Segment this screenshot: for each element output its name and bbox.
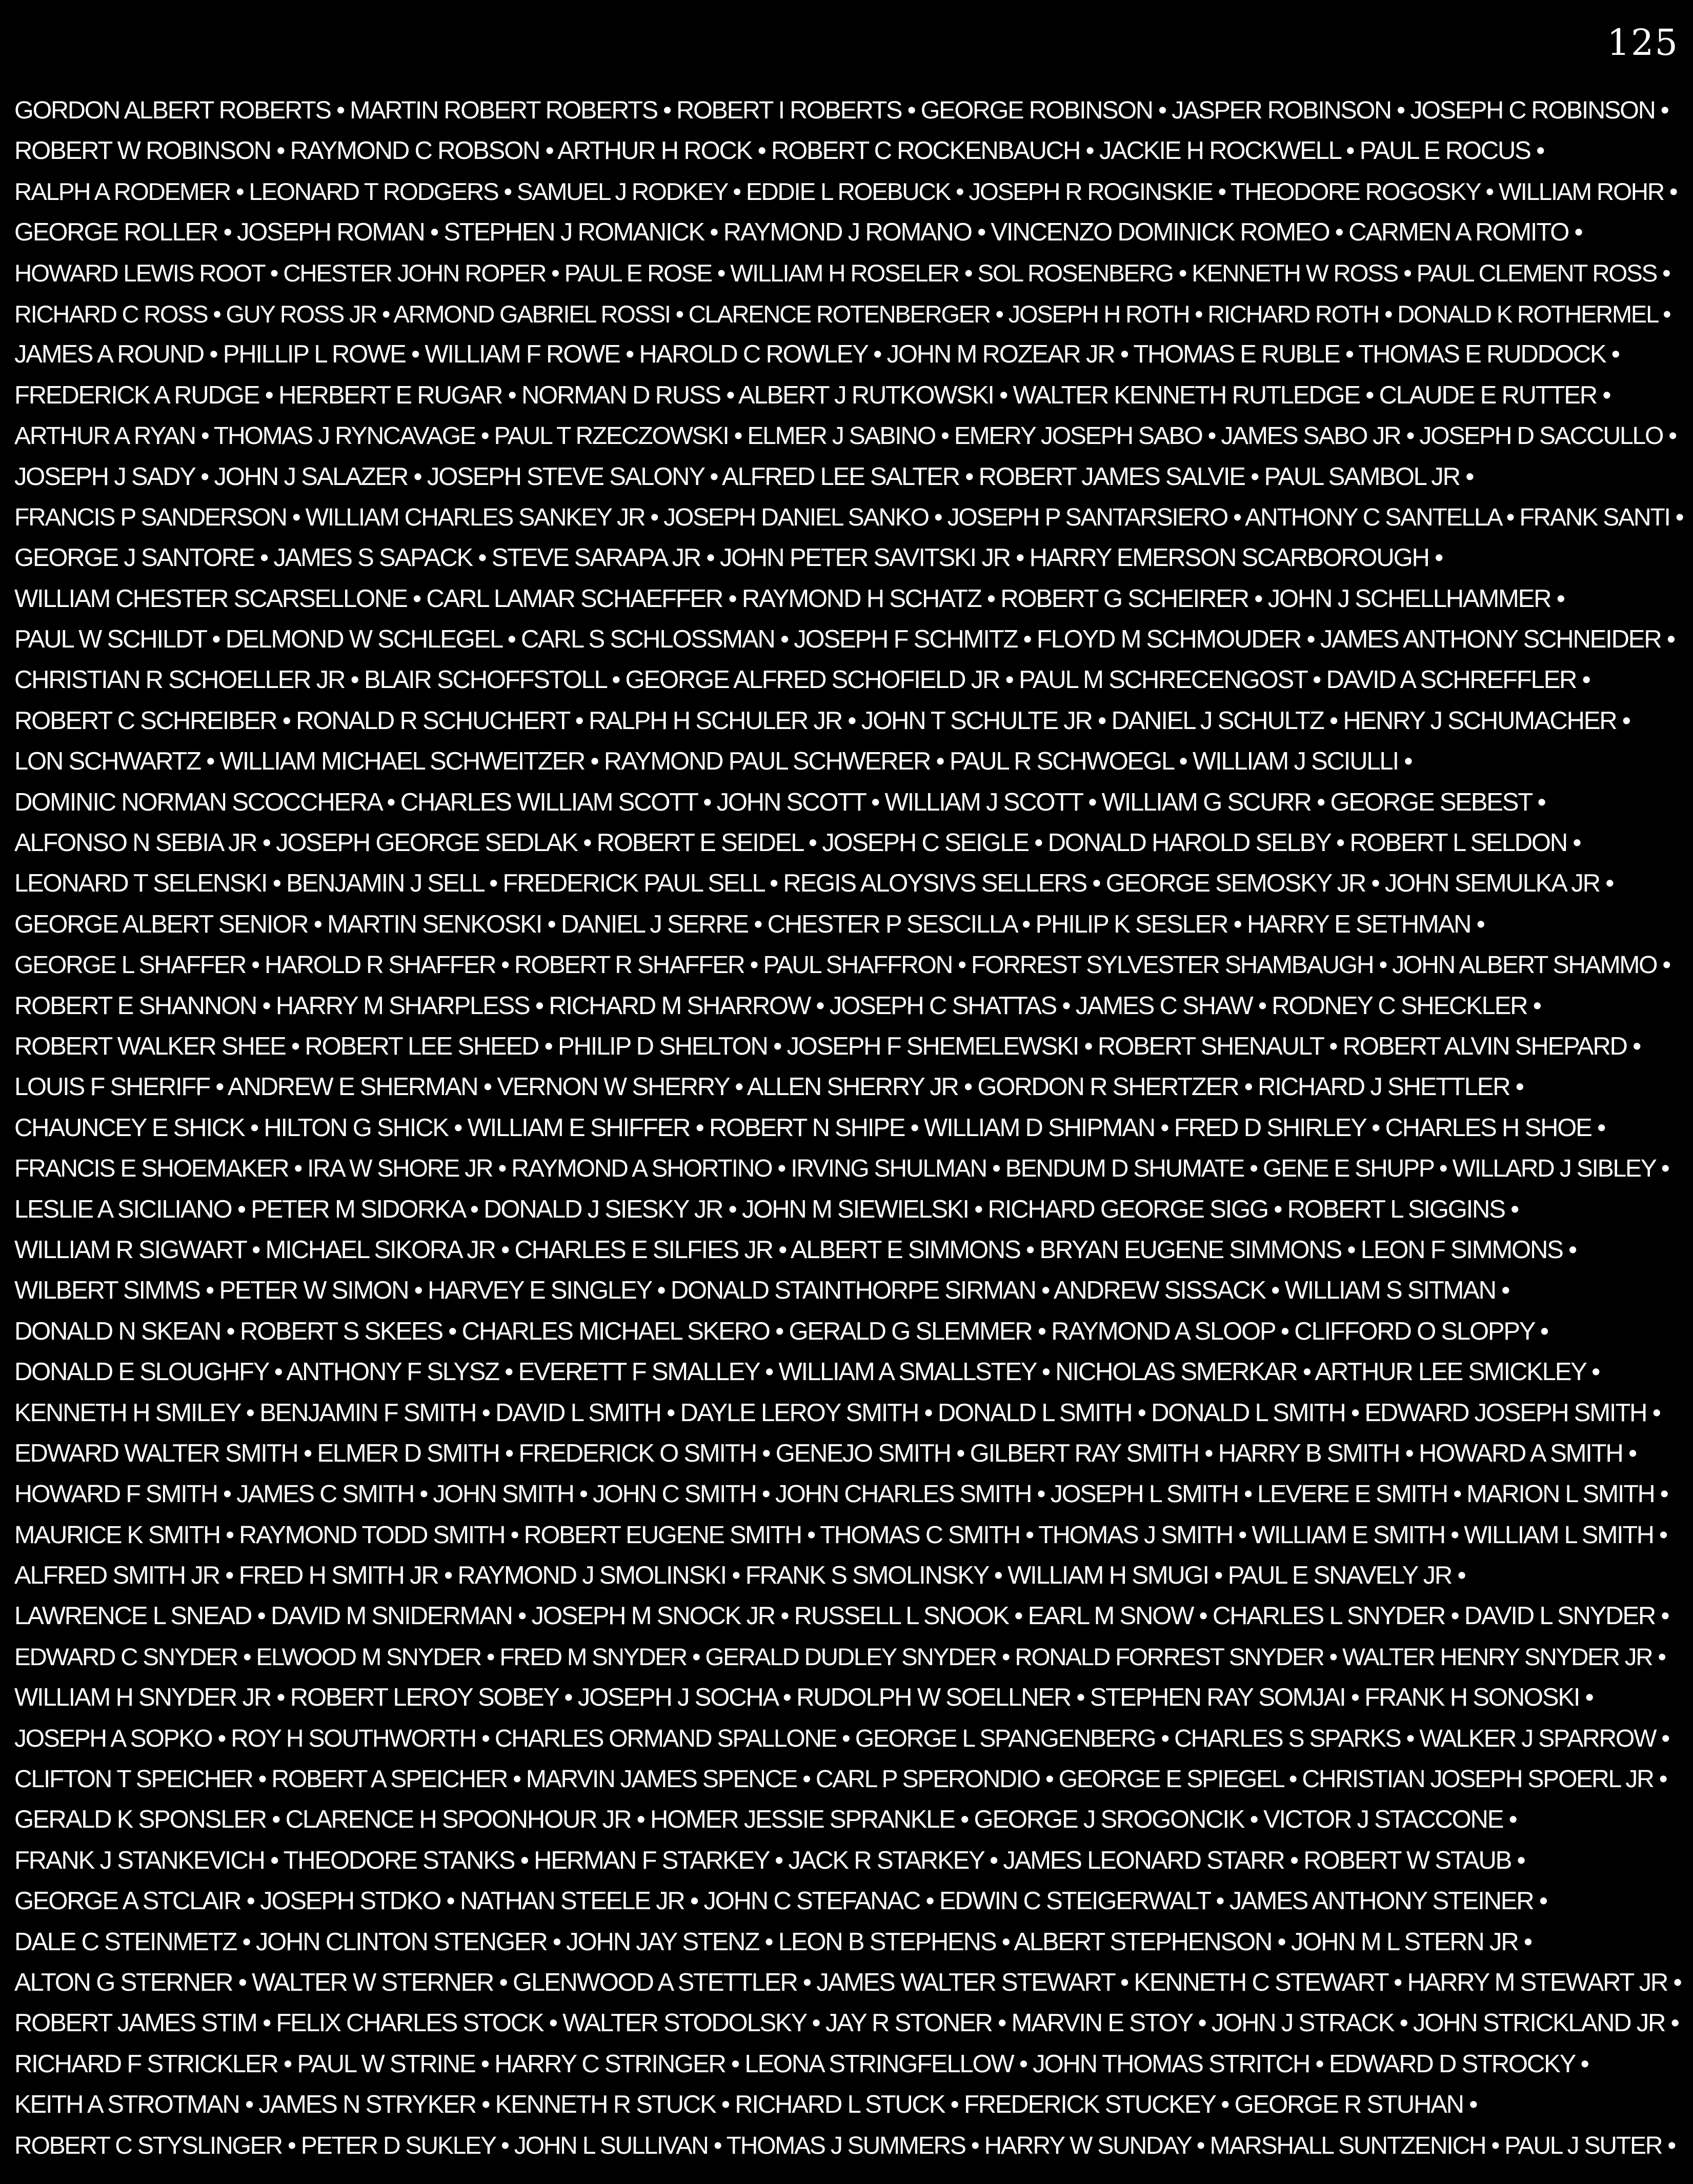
- name-line: ROBERT W ROBINSON • RAYMOND C ROBSON • ARTHUR H ROCK • ROBERT C ROCKENBAUCH • JACKIE H ROCKWELL • PAUL E ROCUS •: [14, 137, 1544, 165]
- name-line: GORDON ALBERT ROBERTS • MARTIN ROBERT ROBERTS • ROBERT I ROBERTS • GEORGE ROBINSON • JASPER ROBINSON • JOSEPH C ROBINSON •: [14, 96, 1668, 124]
- name-line: GEORGE J SANTORE • JAMES S SAPACK • STEVE SARAPA JR • JOHN PETER SAVITSKI JR • HARRY EMERSON SCARBOROUGH •: [14, 544, 1443, 572]
- name-line: ROBERT JAMES STIM • FELIX CHARLES STOCK • WALTER STODOLSKY • JAY R STONER • MARVIN E STOY • JOHN J STRACK • JOHN STRICKLAND JR •: [14, 2009, 1679, 2037]
- name-line: ROBERT C STYSLINGER • PETER D SUKLEY • JOHN L SULLIVAN • THOMAS J SUMMERS • HARRY W SUNDAY • MARSHALL SUNTZENICH • PAUL J SUTER •: [14, 2132, 1675, 2159]
- name-line: PAUL W SCHILDT • DELMOND W SCHLEGEL • CARL S SCHLOSSMAN • JOSEPH F SCHMITZ • FLOYD M SCHMOUDER • JAMES ANTHONY SCHNEIDER •: [14, 625, 1675, 654]
- name-line: DONALD E SLOUGHFY • ANTHONY F SLYSZ • EVERETT F SMALLEY • WILLIAM A SMALLSTEY • NICHOLAS SMERKAR • ARTHUR LEE SMICKLEY •: [14, 1358, 1600, 1386]
- name-line: LESLIE A SICILIANO • PETER M SIDORKA • DONALD J SIESKY JR • JOHN M SIEWIELSKI • RICHARD GEORGE SIGG • ROBERT L SIGGINS •: [14, 1195, 1519, 1223]
- name-line: MAURICE K SMITH • RAYMOND TODD SMITH • ROBERT EUGENE SMITH • THOMAS C SMITH • THOMAS J SMITH • WILLIAM E SMITH • WILLIAM L SMITH •: [14, 1521, 1667, 1549]
- name-line: WILLIAM CHESTER SCARSELLONE • CARL LAMAR SCHAEFFER • RAYMOND H SCHATZ • ROBERT G SCHEIRER • JOHN J SCHELLHAMMER •: [14, 584, 1564, 613]
- name-line: FREDERICK A RUDGE • HERBERT E RUGAR • NORMAN D RUSS • ALBERT J RUTKOWSKI • WALTER KENNETH RUTLEDGE • CLAUDE E RUTTER •: [14, 381, 1610, 409]
- name-line: ROBERT C SCHREIBER • RONALD R SCHUCHERT • RALPH H SCHULER JR • JOHN T SCHULTE JR • DANIEL J SCHULTZ • HENRY J SCHUMACHER •: [14, 706, 1630, 735]
- name-line: EDWARD C SNYDER • ELWOOD M SNYDER • FRED M SNYDER • GERALD DUDLEY SNYDER • RONALD FORREST SNYDER • WALTER HENRY SNYDER JR •: [14, 1643, 1665, 1671]
- name-line: ARTHUR A RYAN • THOMAS J RYNCAVAGE • PAUL T RZECZOWSKI • ELMER J SABINO • EMERY JOSEPH SABO • JAMES SABO JR • JOSEPH D SACCULLO •: [14, 422, 1676, 450]
- name-line: RALPH A RODEMER • LEONARD T RODGERS • SAMUEL J RODKEY • EDDIE L ROEBUCK • JOSEPH R ROGINSKIE • THEODORE ROGOSKY • WILLIAM ROHR •: [14, 178, 1677, 206]
- name-line: RICHARD C ROSS • GUY ROSS JR • ARMOND GABRIEL ROSSI • CLARENCE ROTENBERGER • JOSEPH H ROTH • RICHARD ROTH • DONALD K ROTHERMEL •: [14, 300, 1670, 328]
- name-line: KENNETH H SMILEY • BENJAMIN F SMITH • DAVID L SMITH • DAYLE LEROY SMITH • DONALD L SMITH • DONALD L SMITH • EDWARD JOSEPH SMITH •: [14, 1399, 1660, 1427]
- name-line: ROBERT E SHANNON • HARRY M SHARPLESS • RICHARD M SHARROW • JOSEPH C SHATTAS • JAMES C SHAW • RODNEY C SHECKLER •: [14, 992, 1541, 1020]
- name-line: HOWARD F SMITH • JAMES C SMITH • JOHN SMITH • JOHN C SMITH • JOHN CHARLES SMITH • JOSEPH L SMITH • LEVERE E SMITH • MARION L SMITH •: [14, 1480, 1668, 1508]
- name-line: FRANK J STANKEVICH • THEODORE STANKS • HERMAN F STARKEY • JACK R STARKEY • JAMES LEONARD STARR • ROBERT W STAUB •: [14, 1846, 1525, 1874]
- name-line: GEORGE ROLLER • JOSEPH ROMAN • STEPHEN J ROMANICK • RAYMOND J ROMANO • VINCENZO DOMINICK ROMEO • CARMEN A ROMITO •: [14, 218, 1582, 247]
- name-line: FRANCIS E SHOEMAKER • IRA W SHORE JR • RAYMOND A SHORTINO • IRVING SHULMAN • BENDUM D SHUMATE • GENE E SHUPP • WILLARD J SIBLEY •: [14, 1155, 1669, 1183]
- name-line: DALE C STEINMETZ • JOHN CLINTON STENGER • JOHN JAY STENZ • LEON B STEPHENS • ALBERT STEPHENSON • JOHN M L STERN JR •: [14, 1928, 1531, 1956]
- name-line: CHAUNCEY E SHICK • HILTON G SHICK • WILLIAM E SHIFFER • ROBERT N SHIPE • WILLIAM D SHIPMAN • FRED D SHIRLEY • CHARLES H SHOE •: [14, 1114, 1605, 1142]
- page-number: 125: [1607, 22, 1679, 64]
- name-line: JOSEPH J SADY • JOHN J SALAZER • JOSEPH STEVE SALONY • ALFRED LEE SALTER • ROBERT JAMES SALVIE • PAUL SAMBOL JR •: [14, 462, 1474, 491]
- name-line: LOUIS F SHERIFF • ANDREW E SHERMAN • VERNON W SHERRY • ALLEN SHERRY JR • GORDON R SHERTZER • RICHARD J SHETTLER •: [14, 1073, 1523, 1101]
- name-line: WILBERT SIMMS • PETER W SIMON • HARVEY E SINGLEY • DONALD STAINTHORPE SIRMAN • ANDREW SISSACK • WILLIAM S SITMAN •: [14, 1277, 1509, 1305]
- name-line: ALFRED SMITH JR • FRED H SMITH JR • RAYMOND J SMOLINSKI • FRANK S SMOLINSKY • WILLIAM H SMUGI • PAUL E SNAVELY JR •: [14, 1562, 1465, 1590]
- name-line: EDWARD WALTER SMITH • ELMER D SMITH • FREDERICK O SMITH • GENEJO SMITH • GILBERT RAY SMITH • HARRY B SMITH • HOWARD A SMITH •: [14, 1439, 1636, 1467]
- name-line: CHRISTIAN R SCHOELLER JR • BLAIR SCHOFFSTOLL • GEORGE ALFRED SCHOFIELD JR • PAUL M SCHRECENGOST • DAVID A SCHREFFLER •: [14, 666, 1590, 694]
- name-line: DOMINIC NORMAN SCOCCHERA • CHARLES WILLIAM SCOTT • JOHN SCOTT • WILLIAM J SCOTT • WILLIAM G SCURR • GEORGE SEBEST •: [14, 788, 1545, 816]
- name-line: CLIFTON T SPEICHER • ROBERT A SPEICHER • MARVIN JAMES SPENCE • CARL P SPERONDIO • GEORGE E SPIEGEL • CHRISTIAN JOSEPH SPOERL JR •: [14, 1766, 1667, 1793]
- name-line: HOWARD LEWIS ROOT • CHESTER JOHN ROPER • PAUL E ROSE • WILLIAM H ROSELER • SOL ROSENBERG • KENNETH W ROSS • PAUL CLEMENT ROSS •: [14, 259, 1670, 287]
- name-line: DONALD N SKEAN • ROBERT S SKEES • CHARLES MICHAEL SKERO • GERALD G SLEMMER • RAYMOND A SLOOP • CLIFFORD O SLOPPY •: [14, 1317, 1548, 1345]
- name-line: RICHARD F STRICKLER • PAUL W STRINE • HARRY C STRINGER • LEONA STRINGFELLOW • JOHN THOMAS STRITCH • EDWARD D STROCKY •: [14, 2050, 1588, 2078]
- name-line: WILLIAM H SNYDER JR • ROBERT LEROY SOBEY • JOSEPH J SOCHA • RUDOLPH W SOELLNER • STEPHEN RAY SOMJAI • FRANK H SONOSKI •: [14, 1684, 1593, 1712]
- name-line: ALFONSO N SEBIA JR • JOSEPH GEORGE SEDLAK • ROBERT E SEIDEL • JOSEPH C SEIGLE • DONALD HAROLD SELBY • ROBERT L SELDON •: [14, 829, 1581, 857]
- name-line: LAWRENCE L SNEAD • DAVID M SNIDERMAN • JOSEPH M SNOCK JR • RUSSELL L SNOOK • EARL M SNOW • CHARLES L SNYDER • DAVID L SNYDER •: [14, 1602, 1669, 1630]
- name-line: LON SCHWARTZ • WILLIAM MICHAEL SCHWEITZER • RAYMOND PAUL SCHWERER • PAUL R SCHWOEGL • WILLIAM J SCIULLI •: [14, 747, 1412, 776]
- name-line: JAMES A ROUND • PHILLIP L ROWE • WILLIAM F ROWE • HAROLD C ROWLEY • JOHN M ROZEAR JR • THOMAS E RUBLE • THOMAS E RUDDOCK •: [14, 340, 1619, 369]
- name-line: JOSEPH A SOPKO • ROY H SOUTHWORTH • CHARLES ORMAND SPALLONE • GEORGE L SPANGENBERG • CHARLES S SPARKS • WALKER J SPARROW •: [14, 1725, 1669, 1752]
- name-line: ROBERT WALKER SHEE • ROBERT LEE SHEED • PHILIP D SHELTON • JOSEPH F SHEMELEWSKI • ROBERT SHENAULT • ROBERT ALVIN SHEPARD •: [14, 1032, 1641, 1060]
- name-line: WILLIAM R SIGWART • MICHAEL SIKORA JR • CHARLES E SILFIES JR • ALBERT E SIMMONS • BRYAN EUGENE SIMMONS • LEON F SIMMONS •: [14, 1236, 1576, 1264]
- name-line: GERALD K SPONSLER • CLARENCE H SPOONHOUR JR • HOMER JESSIE SPRANKLE • GEORGE J SROGONCIK • VICTOR J STACCONE •: [14, 1806, 1517, 1834]
- name-line: ALTON G STERNER • WALTER W STERNER • GLENWOOD A STETTLER • JAMES WALTER STEWART • KENNETH C STEWART • HARRY M STEWART JR •: [14, 1968, 1681, 1996]
- name-line: GEORGE L SHAFFER • HAROLD R SHAFFER • ROBERT R SHAFFER • PAUL SHAFFRON • FORREST SYLVESTER SHAMBAUGH • JOHN ALBERT SHAMMO •: [14, 952, 1670, 979]
- name-line: FRANCIS P SANDERSON • WILLIAM CHARLES SANKEY JR • JOSEPH DANIEL SANKO • JOSEPH P SANTARSIERO • ANTHONY C SANTELLA • FRANK SANTI •: [14, 503, 1683, 531]
- name-line: GEORGE ALBERT SENIOR • MARTIN SENKOSKI • DANIEL J SERRE • CHESTER P SESCILLA • PHILIP K SESLER • HARRY E SETHMAN •: [14, 910, 1484, 938]
- name-list: [14, 90, 1683, 2166]
- name-line: GEORGE A STCLAIR • JOSEPH STDKO • NATHAN STEELE JR • JOHN C STEFANAC • EDWIN C STEIGERWALT • JAMES ANTHONY STEINER •: [14, 1887, 1547, 1915]
- name-line: LEONARD T SELENSKI • BENJAMIN J SELL • FREDERICK PAUL SELL • REGIS ALOYSIVS SELLERS • GEORGE SEMOSKY JR • JOHN SEMULKA JR •: [14, 869, 1614, 898]
- name-line: KEITH A STROTMAN • JAMES N STRYKER • KENNETH R STUCK • RICHARD L STUCK • FREDERICK STUCKEY • GEORGE R STUHAN •: [14, 2091, 1477, 2119]
